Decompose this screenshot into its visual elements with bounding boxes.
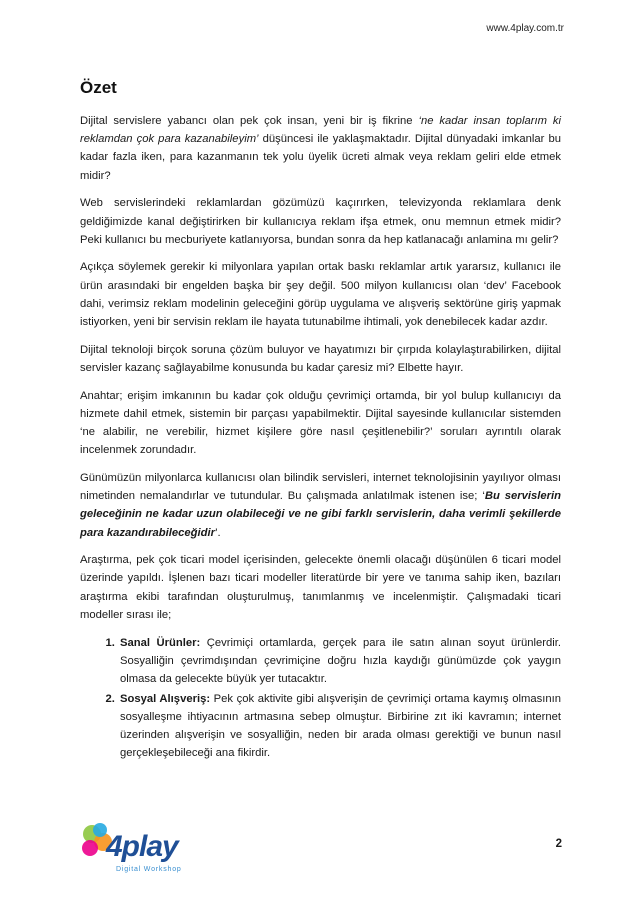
paragraph: Anahtar; erişim imkanının bu kadar çok olduğu çevrimiçi ortamda, bir yol bulup kullanıcıyı da hizmete dahil etmek, sistemin bir parçası yapabilmektir. Dijital sayesinde kullanıcılar sistemden ‘ne alabilir, ne verebilir, hizmet kişilere göre nasıl çeşitlenebilir?’ soruları ayrıntılı olarak incelenmek zorundadır.: [80, 389, 561, 457]
paragraph: Günümüzün milyonlarca kullanıcısı olan bilindik servisleri, internet teknolojisinin yayılıyor olması nimetinden nemalandırlar ve tutundular. Bu çalışmada anlatılmak istenen ise; ‘Bu servislerin geleceğinin ne kadar uzun olabileceği ve ne gibi farklı servislerin, daha verimli şekillerde para kazandırabileceğidir’.: [80, 471, 561, 539]
model-name: Sosyal Alışveriş:: [120, 692, 211, 705]
page-number: 2: [555, 838, 562, 850]
header-url: www.4play.com.tr: [486, 23, 564, 34]
emphasized-statement: Bu servislerin geleceğinin ne kadar uzun olabileceği ve ne gibi farklı servislerin, daha verimli şekillerde para kazandırabileceğidir: [80, 490, 561, 539]
4play-logo: [78, 822, 198, 880]
paragraph: Açıkça söylemek gerekir ki milyonlara yapılan ortak baskı reklamlar artık yararsız, kullanıcı ile ürün arasındaki bir engelden başka bir şey değil. 500 milyon kullanıcısı olan ‘dev’ Facebook dahi, verimsiz reklam modelinin geleceğini görüp uygulama ve alışveriş sektörüne giriş yapmak istiyorken, yeni bir servisin reklam ile hayata tutunabilme ihtimali, yok denebilecek kadar azdır.: [80, 261, 561, 329]
model-description: Çevrimiçi ortamlarda, gerçek para ile satın alınan soyut ürünlerdir. Sosyalliğin çevrimdışından çevrimiçine doğru hızla kaydığı günümüzde çok yaygın olmasa da gelecekte büyük yer tutacaktır.: [120, 636, 561, 685]
quoted-thought: ‘ne kadar insan toplarım ki reklamdan çok para kazanabileyim’: [80, 115, 561, 146]
paragraph: Dijital servislere yabancı olan pek çok insan, yeni bir iş fikrine ‘ne kadar insan toplarım ki reklamdan çok para kazanabileyim’ düşüncesi ile yaklaşmaktadır. Dijital dünyadaki imkanlar bu kadar fazla iken, para kazanmanın tek yolu üyelik ücreti almak veya reklam geliri elde etmek midir?: [80, 115, 561, 182]
model-description: Pek çok aktivite gibi alışverişin de çevrimiçi ortama kaymış olmasının sosyalleşme ihtiyacının artmasına sebep olmuştur. Birbirine zıt iki kavramın; internet üzerinden alışverişin ve sosyalliğin, neden bir arada olması gerektiği ve bunun nasıl gerçekleşebileceği ana fikirdir.: [120, 692, 561, 760]
section-title: Özet: [80, 78, 117, 97]
paragraph: Araştırma, pek çok ticari model içerisinden, gelecekte önemli olacağı düşünülen 6 ticari model üzerinde yapıldı. İşlenen bazı ticari modeller literatürde bir yere ve tanıma sahip iken, bazıları araştırma ekibi tarafından oluşturulmuş, tanımlanmış ve incelenmiştir. Çalışmadaki ticari modeller sırası ile;: [80, 554, 561, 621]
list-item: [118, 690, 561, 763]
logo-wordmark: 4play: [106, 830, 178, 863]
logo-tagline: Digital Workshop: [116, 866, 182, 873]
paragraph: Dijital teknoloji birçok soruna çözüm buluyor ve hayatımızı bir çırpıda kolaylaştırabilirken, dijital servisler kazanç sağlayabilme konusunda bu kadar çaresiz mi? Elbette hayır.: [80, 343, 561, 374]
document-body: [80, 112, 561, 764]
model-name: Sanal Ürünler:: [120, 636, 201, 649]
paragraph: Web servislerindeki reklamlardan gözümüzü kaçırırken, televizyonda reklamlara denk geldiğimizde kanal değiştirirken bir kullanıcıya reklam ifşa etmek, onu memnun etmek midir? Peki kullanıcı bu mecburiyete katlanıyorsa, bundan sonra da hep katlanacağı anlamina mı gelir?: [80, 197, 561, 246]
business-model-list: [80, 634, 561, 763]
list-item: [118, 634, 561, 689]
